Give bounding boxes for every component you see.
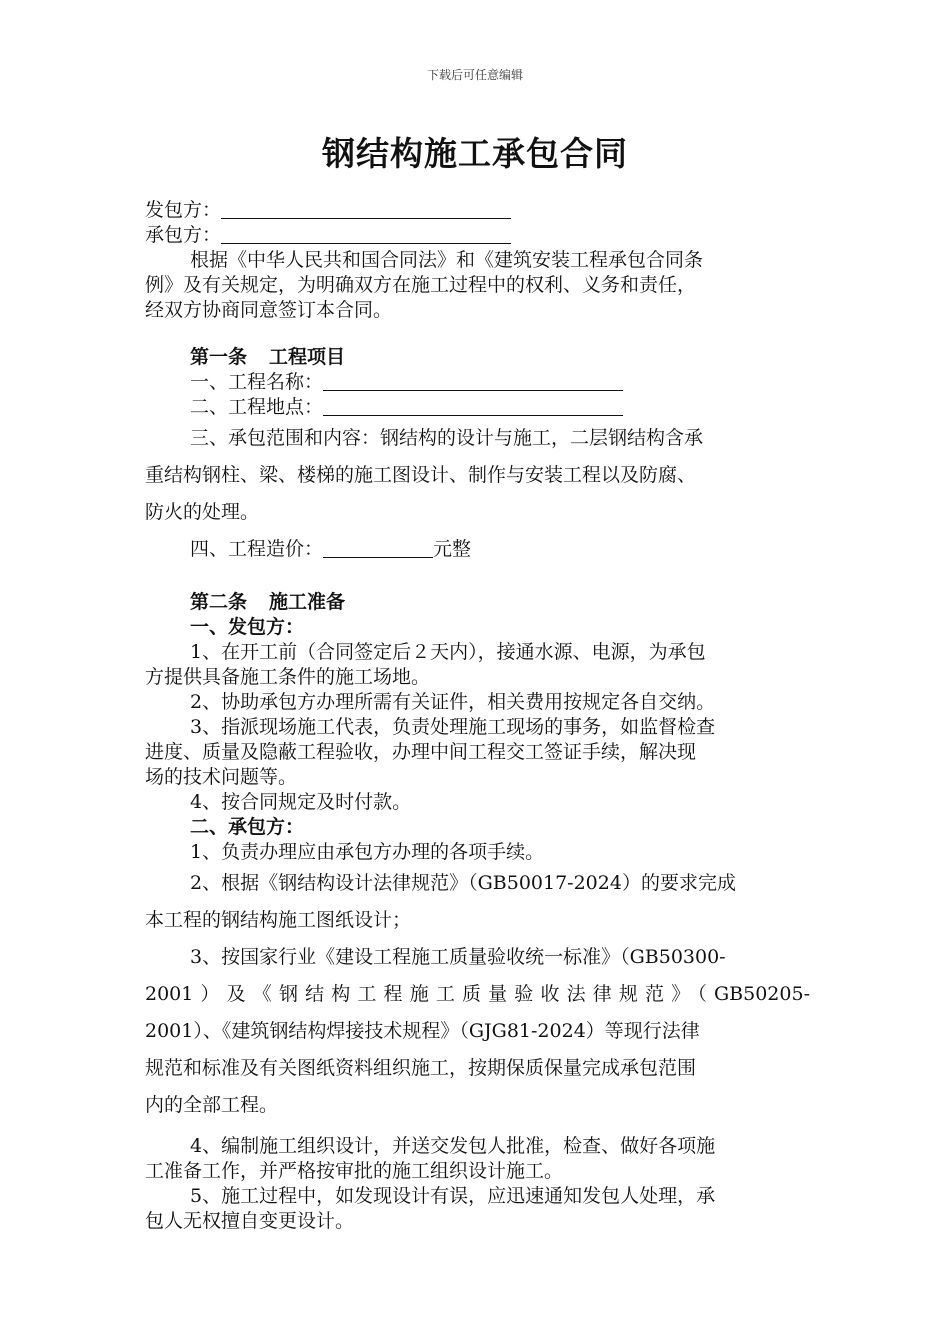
clause-line: 本工程的钢结构施工图纸设计； [145, 909, 412, 931]
contractor-blank [221, 224, 511, 244]
clause-line: 规范和标准及有关图纸资料组织施工，按期保质保量完成承包范围 [145, 1057, 697, 1079]
price-line [145, 531, 810, 568]
clause-line: 2001）、《建筑钢结构焊接技术规程》（GJG81-2024）等现行法律 [145, 1020, 700, 1042]
article2-heading [145, 590, 810, 615]
clause-line: 内的全部工程。 [145, 1094, 279, 1116]
article2-title: 施工准备 [269, 591, 346, 613]
project-name-line [145, 370, 810, 395]
employer-section-heading: 一、发包方： [190, 616, 305, 638]
project-site-line [145, 395, 810, 420]
scope-line: 防火的处理。 [145, 501, 260, 523]
employer-label: 发包方： [145, 199, 222, 221]
price-blank [323, 538, 433, 558]
employer-blank [221, 199, 511, 219]
clause-line: 工准备工作，并严格按审批的施工组织设计施工。 [145, 1160, 564, 1182]
preamble-line: 例》及有关规定，为明确双方在施工过程中的权利、义务和责任， [145, 274, 697, 296]
clause-line: 方提供具备施工条件的施工场地。 [145, 666, 431, 688]
clause-line: 2001）及《钢结构工程施工质量验收法律规范》（GB50205- [145, 983, 810, 1005]
document-title: 钢结构施工承包合同 [322, 134, 628, 173]
project-name-label: 一、工程名称： [190, 371, 324, 393]
preamble-line: 根据《中华人民共和国合同法》和《建筑安装工程承包合同条 [190, 249, 704, 271]
scope-line: 重结构钢柱、梁、楼梯的施工图设计、制作与安装工程以及防腐、 [145, 464, 697, 486]
article2-number: 第二条 [190, 591, 248, 613]
price-unit: 元整 [433, 538, 472, 560]
contract-body [145, 198, 810, 1234]
preamble-line: 经双方协商同意签订本合同。 [145, 299, 393, 321]
article1-number: 第一条 [190, 346, 248, 368]
clause-line: 5、施工过程中，如发现设计有误，应迅速通知发包人处理，承 [190, 1185, 716, 1207]
clause-line: 包人无权擅自变更设计。 [145, 1210, 355, 1232]
clause-line: 3、指派现场施工代表，负责处理施工现场的事务，如监督检查 [190, 716, 716, 738]
contractor-label: 承包方： [145, 224, 222, 246]
clause-line: 进度、质量及隐蔽工程验收，办理中间工程交工签证手续，解决现 [145, 741, 697, 763]
clause-line: 4、按合同规定及时付款。 [190, 791, 412, 813]
price-label: 四、工程造价： [190, 538, 324, 560]
contractor-line [145, 223, 810, 248]
scope-line: 三、承包范围和内容：钢结构的设计与施工，二层钢结构含承 [190, 427, 704, 449]
article1-heading [145, 345, 810, 370]
clause-line: 3、按国家行业《建设工程施工质量验收统一标准》（GB50300- [190, 946, 726, 968]
project-site-label: 二、工程地点： [190, 396, 324, 418]
clause-line: 2、协助承包方办理所需有关证件，相关费用按规定各自交纳。 [190, 691, 716, 713]
clause-line: 1、在开工前（合同签定后２天内），接通水源、电源，为承包 [190, 641, 706, 663]
clause-line: 场的技术问题等。 [145, 766, 298, 788]
clause-line: 2、根据《钢结构设计法律规范》（GB50017-2024）的要求完成 [190, 872, 736, 894]
article1-title: 工程项目 [269, 346, 346, 368]
header-note: 下载后可任意编辑 [426, 68, 523, 82]
clause-line: 1、负责办理应由承包方办理的各项手续。 [190, 841, 545, 863]
employer-line [145, 198, 810, 223]
project-site-blank [323, 396, 623, 416]
clause-line: 4、编制施工组织设计，并送交发包人批准，检查、做好各项施 [190, 1135, 716, 1157]
contractor-section-heading: 二、承包方： [190, 816, 305, 838]
project-name-blank [323, 371, 623, 391]
